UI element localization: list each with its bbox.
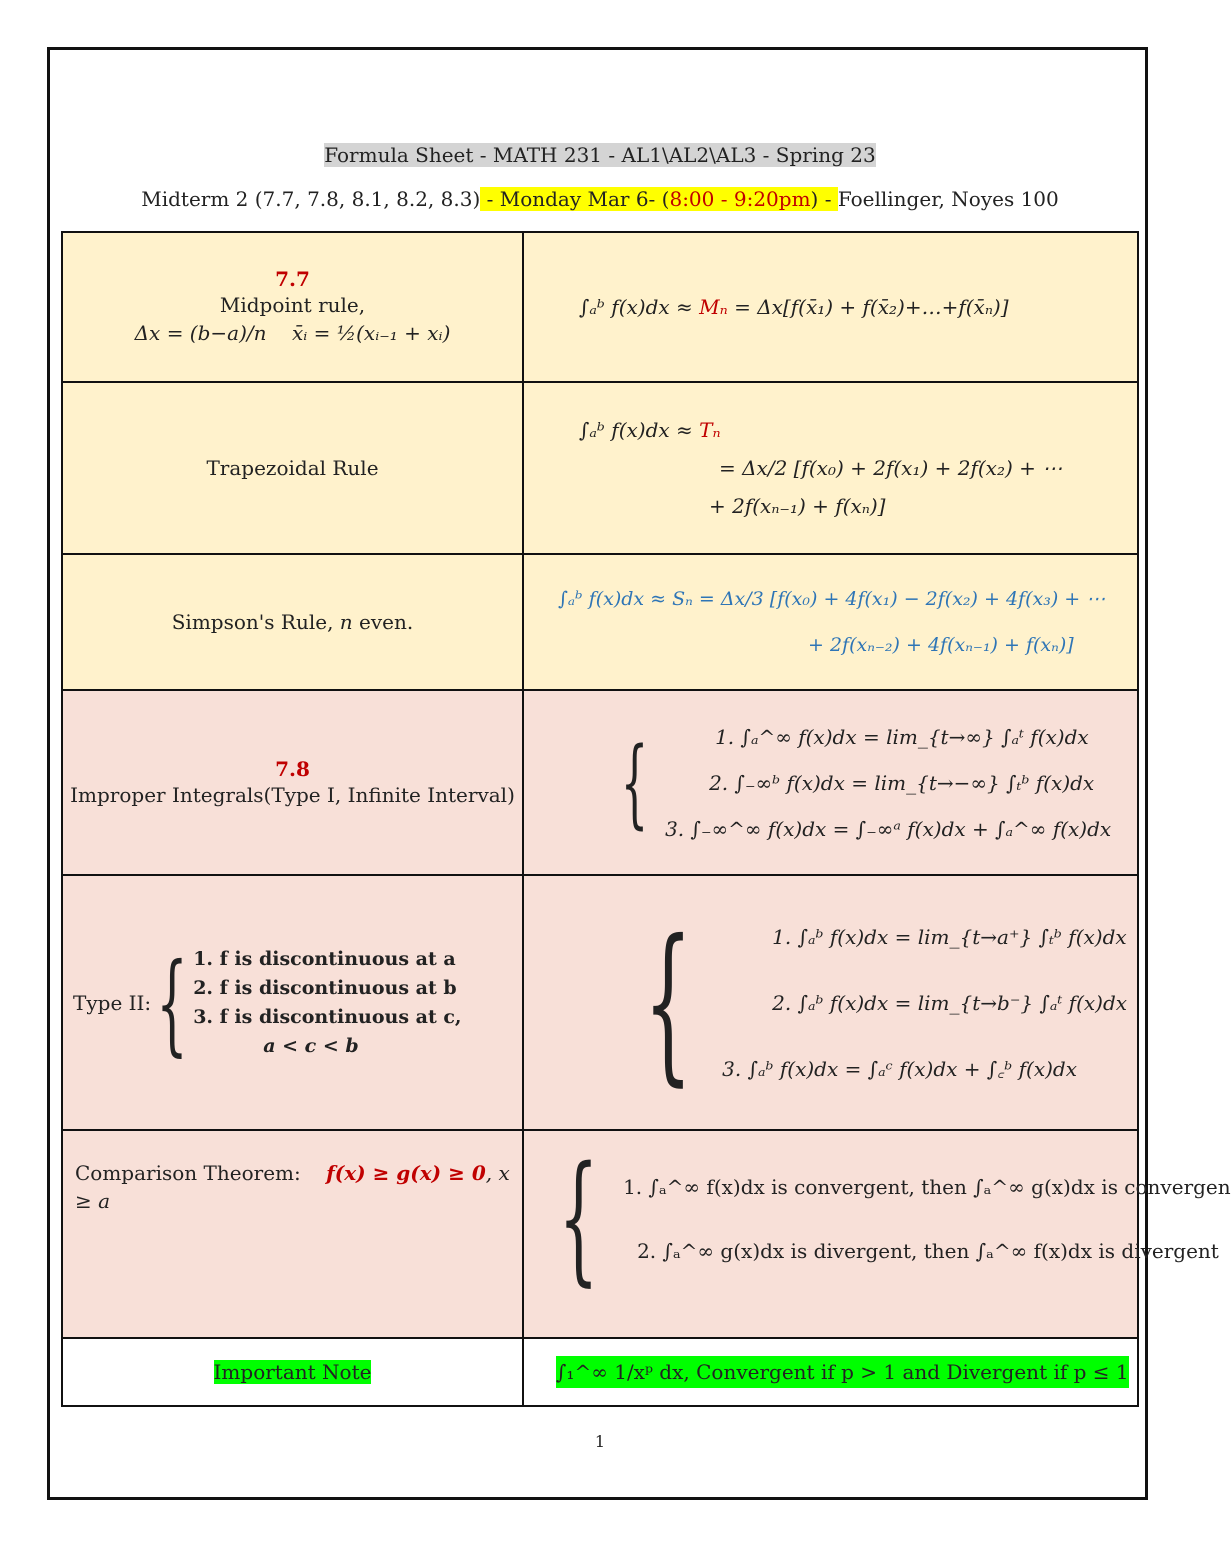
formula-table: [61, 231, 1231, 1407]
improper2-cases: 1. ∫ₐᵇ f(x)dx = lim_{t→a⁺} ∫ₜᵇ f(x)dx 2. ∫ₐᵇ f(x)dx = lim_{t→b⁻} ∫ₐᵗ f(x)dx 3. ∫ₐᵇ f(x)dx = ∫ₐᶜ f(x)dx + ∫꜀ᵇ f(x)dx: [722, 924, 1128, 1081]
simpson-label: Simpson's Rule, n even.: [171, 610, 414, 634]
comparison-label: Comparison Theorem: f(x) ≥ g(x) ≥ 0, x ≥ a: [75, 1161, 510, 1213]
delta-x-def: Δx = (b−a)/n: [134, 321, 267, 345]
note-formula-cell: [523, 1338, 1138, 1406]
improper2-formula-cell: [523, 875, 1138, 1130]
row-simpson: [62, 554, 1138, 690]
comparison-formula-cell: [523, 1130, 1231, 1338]
xbar-def: x̄ᵢ = ½(xᵢ₋₁ + xᵢ): [291, 321, 451, 345]
row-note: [62, 1338, 1138, 1406]
improper1-label: Improper Integrals(Type I, Infinite Interval): [70, 782, 515, 807]
midpoint-formula: ∫ₐᵇ f(x)dx ≈ Mₙ = Δx[f(x̄₁) + f(x̄₂)+…+f(x̄ₙ)]: [579, 295, 1009, 319]
p-series-note: ∫₁^∞ 1/xᵖ dx, Convergent if p > 1 and Divergent if p ≤ 1: [556, 1356, 1129, 1388]
tn-symbol: Tₙ: [699, 418, 721, 442]
left-brace: {: [558, 1137, 599, 1300]
row-improper-type1: [62, 690, 1138, 875]
exam-time: 8:00 - 9:20pm: [669, 187, 811, 211]
comparison-label-cell: [62, 1130, 523, 1338]
simpson-label-cell: [62, 554, 523, 690]
page-title: Formula Sheet - MATH 231 - AL1\AL2\AL3 - Spring 23: [324, 143, 876, 167]
trapezoidal-formula-cell: [523, 382, 1138, 554]
midpoint-label-cell: [62, 232, 523, 382]
improper2-label-cell: [62, 875, 523, 1130]
row-midpoint: [62, 232, 1138, 382]
section-number: 7.7: [275, 267, 310, 291]
row-trapezoidal: [62, 382, 1138, 554]
left-brace: {: [620, 726, 649, 839]
exam-day: - Monday Mar 6- (: [480, 187, 670, 211]
trapezoidal-label: Trapezoidal Rule: [206, 456, 379, 480]
exam-location: Foellinger, Noyes 100: [837, 187, 1059, 211]
exam-sections: Midterm 2 (7.7, 7.8, 8.1, 8.2, 8.3): [141, 187, 481, 211]
trapezoidal-formula: ∫ₐᵇ f(x)dx ≈ Tₙ = Δx/2 [f(x₀) + 2f(x₁) + 2f(x₂) + ⋯ + 2f(xₙ₋₁) + f(xₙ)]: [579, 418, 1063, 518]
left-brace: {: [643, 903, 693, 1102]
row-improper-type2: [62, 875, 1138, 1130]
trapezoidal-label-cell: [62, 382, 523, 554]
exam-close: ) -: [810, 187, 838, 211]
type2-conditions: 1. f is discontinuous at a 2. f is discontinuous at b 3. f is discontinuous at c, a < c < b: [193, 947, 462, 1057]
midpoint-label: Midpoint rule,: [219, 293, 366, 317]
note-label-cell: [62, 1338, 523, 1406]
simpson-formula-cell: [523, 554, 1138, 690]
important-note-label: Important Note: [213, 1360, 372, 1384]
comparison-cases: 1. ∫ₐ^∞ f(x)dx is convergent, then ∫ₐ^∞ g(x)dx is convergen 2. ∫ₐ^∞ g(x)dx is divergent, then ∫ₐ^∞ f(x)dx is divergent: [623, 1175, 1231, 1263]
simpson-formula: ∫ₐᵇ f(x)dx ≈ Sₙ = Δx/3 [f(x₀) + 4f(x₁) − 2f(x₂) + 4f(x₃) + ⋯ + 2f(xₙ₋₂) + 4f(xₙ₋₁) + f(xₙ)]: [558, 588, 1106, 656]
row-comparison: [62, 1130, 1138, 1338]
exam-info: [0, 187, 1200, 211]
midpoint-definitions: [63, 319, 522, 347]
page-number: 1: [594, 1432, 606, 1451]
comparison-condition: f(x) ≥ g(x) ≥ 0: [326, 1161, 486, 1185]
left-brace: {: [156, 938, 188, 1067]
improper1-cases: 1. ∫ₐ^∞ f(x)dx = lim_{t→∞} ∫ₐᵗ f(x)dx 2. ∫₋∞ᵇ f(x)dx = lim_{t→−∞} ∫ₜᵇ f(x)dx 3. ∫₋∞^∞ f(x)dx = ∫₋∞ᵃ f(x)dx + ∫ₐ^∞ f(x)dx: [665, 724, 1112, 841]
mn-symbol: Mₙ: [699, 295, 728, 319]
midpoint-formula-cell: [523, 232, 1138, 382]
improper1-formula-cell: [523, 690, 1138, 875]
section-number: 7.8: [275, 756, 310, 781]
improper1-label-cell: [62, 690, 523, 875]
type2-label: Type II:: [73, 990, 152, 1015]
